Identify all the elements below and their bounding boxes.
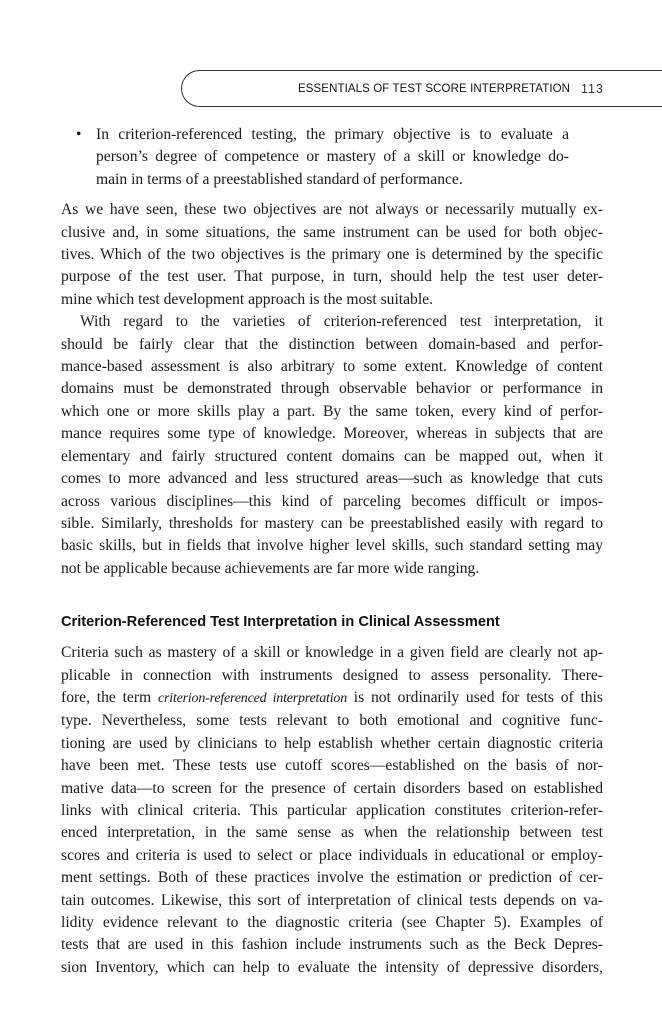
text-line: enced interpretation, in the same sense as when the relationship between test xyxy=(61,824,603,842)
text-line: mative data—to screen for the presence of certain disorders based on established xyxy=(61,779,603,797)
text-line: mance-based assessment is also arbitrary to some extent. Knowledge of content xyxy=(61,358,603,376)
text-line: sion Inventory, which can help to evaluate the intensity of depressive disorders, xyxy=(61,958,603,976)
text-line: mance requires some type of knowledge. Moreover, whereas in subjects that are xyxy=(61,425,603,443)
text-line: ment settings. Both of these practices involve the estimation or prediction of cer- xyxy=(61,869,603,887)
text-line: across various disciplines—this kind of parceling becomes difficult or impos- xyxy=(61,492,603,510)
text-line: clusive and, in some situations, the same instrument can be used for both objec- xyxy=(61,223,603,241)
running-head-title: ESSENTIALS OF TEST SCORE INTERPRETATION xyxy=(298,83,571,95)
text-line: mine which test development approach is the most suitable. xyxy=(61,290,433,308)
text-line: sible. Similarly, thresholds for mastery can be preestablished easily with regard to xyxy=(61,514,603,532)
text-line: plicable in connection with instruments designed to assess personality. There- xyxy=(61,666,603,684)
text-line: should be fairly clear that the distinction between domain-based and perfor- xyxy=(61,335,603,353)
italic-term: criterion-referenced interpretation xyxy=(157,690,348,706)
text-line: lidity evidence relevant to the diagnostic criteria (see Chapter 5). Examples of xyxy=(61,914,603,931)
text-line: Criteria such as mastery of a skill or knowledge in a given field are clearly not ap- xyxy=(61,644,603,662)
text-line-with-italic-term xyxy=(61,687,603,710)
text-line: comes to more advanced and less structured areas—such as knowledge that cuts xyxy=(61,470,603,488)
text-line: tain outcomes. Likewise, this sort of interpretation of clinical tests depends on va- xyxy=(61,891,603,909)
text-fragment: is not ordinarily used for tests of this xyxy=(347,688,603,706)
text-line: tests that are used in this fashion include instruments such as the Beck Depres- xyxy=(61,936,603,954)
text-line: tives. Which of the two objectives is the primary one is determined by the specific xyxy=(61,246,603,264)
text-line: purpose of the test user. That purpose, in turn, should help the test user deter- xyxy=(61,268,603,286)
text-line: not be applicable because achievements are far more wide ranging. xyxy=(61,559,480,577)
bullet-icon: • xyxy=(76,126,82,143)
paragraph-clinical xyxy=(61,642,603,979)
text-line: type. Nevertheless, some tests relevant to both emotional and cognitive func- xyxy=(61,712,603,730)
text-line: person’s degree of competence or mastery of a skill or knowledge do- xyxy=(96,148,569,166)
text-line: As we have seen, these two objectives are not always or necessarily mutually ex- xyxy=(61,201,603,219)
text-line: tioning are used by clinicians to help establish whether certain diagnostic criteria xyxy=(61,734,603,752)
text-line: links with clinical criteria. This particular application constitutes criterion-refer- xyxy=(61,801,603,819)
text-line: have been met. These tests use cutoff scores—established on the basis of nor- xyxy=(61,757,603,775)
page-body xyxy=(61,124,603,979)
text-line: main in terms of a preestablished standard of performance. xyxy=(96,170,463,188)
bullet-item xyxy=(61,124,603,191)
text-line: basic skills, but in fields that involve higher level skills, such standard setting may xyxy=(61,537,603,555)
bullet-list xyxy=(61,124,603,191)
text-line: scores and criteria is used to select or place individuals in educational or employ- xyxy=(61,846,603,864)
text-line: which one or more skills play a part. By the same token, every kind of perfor- xyxy=(61,402,603,420)
page-number: 113 xyxy=(581,82,604,96)
text-line: With regard to the varieties of criterion-referenced test interpretation, it xyxy=(80,313,603,331)
text-line: elementary and fairly structured content domains can be mapped out, when it xyxy=(61,447,603,465)
text-fragment: fore, the term xyxy=(61,688,158,706)
section-heading: Criterion-Referenced Test Interpretation in Clinical Assessment xyxy=(61,614,500,631)
paragraph-objectives xyxy=(61,199,603,311)
paragraph-varieties xyxy=(61,311,603,580)
text-line: In criterion-referenced testing, the primary objective is to evaluate a xyxy=(96,126,569,143)
text-line: domains must be demonstrated through observable behavior or performance in xyxy=(61,380,603,398)
